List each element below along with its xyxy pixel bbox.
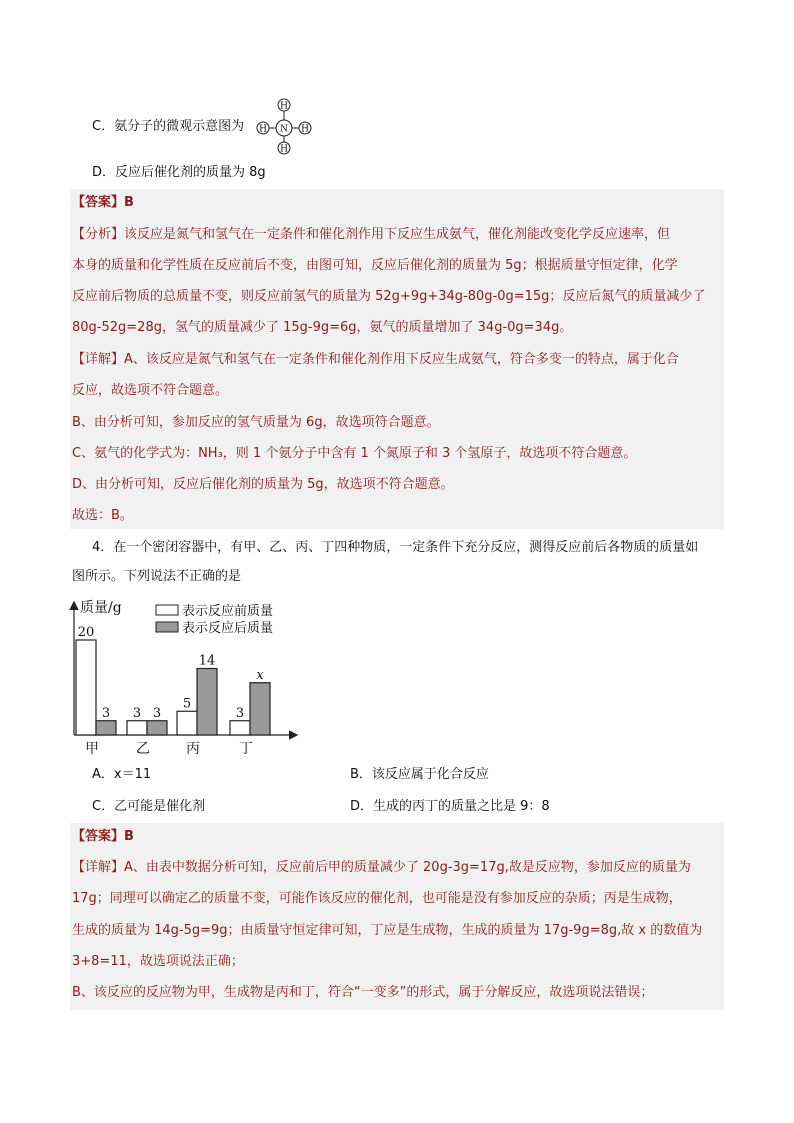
- bar-before: [76, 640, 96, 735]
- q4-detail-line: B、该反应的反应物为甲，生成物是丙和丁，符合“一变多”的形式，属于分解反应，故选项说法错误；: [72, 985, 654, 1000]
- category-tick-label: 甲: [85, 741, 99, 757]
- q4-detail-line: 3+8=11，故选项说法正确；: [72, 954, 244, 969]
- bar-value-label: 3: [101, 705, 111, 721]
- q3-option-d: D．反应后催化剂的质量为 8g: [92, 165, 266, 180]
- q4-option-a: A．x＝11: [92, 767, 152, 782]
- bar-value-label: 3: [235, 705, 245, 721]
- q3-detail-line: 故选：B。: [72, 508, 133, 523]
- q4-option-d: D．生成的丙丁的质量之比是 9：8: [350, 799, 550, 814]
- bar-value-label: 14: [198, 653, 216, 669]
- legend-swatch-before: [156, 605, 178, 615]
- atom-label-h: H: [301, 124, 309, 135]
- ammonia-molecule-diagram: [255, 98, 315, 156]
- bar-after: [147, 721, 167, 735]
- legend-label-after: 表示反应后质量: [182, 621, 274, 636]
- q4-answer: 【答案】B: [72, 829, 134, 844]
- q3-detail-line: D、由分析可知，反应后催化剂的质量为 5g，故选项不符合题意。: [72, 477, 454, 492]
- category-tick-label: 丁: [239, 741, 253, 757]
- q3-analysis-line: 【分析】该反应是氮气和氢气在一定条件和催化剂作用下反应生成氨气，催化剂能改变化学反应速率，但: [72, 227, 671, 242]
- q4-detail-line: 【详解】A、由表中数据分析可知，反应前后甲的质量减少了 20g-3g=17g,故是反应物，参加反应的质量为: [72, 860, 691, 875]
- q3-detail-line: B、由分析可知，参加反应的氢气质量为 6g，故选项符合题意。: [72, 415, 440, 430]
- legend-swatch-after: [156, 622, 178, 632]
- bar-after: [96, 721, 116, 735]
- q4-stem-line: 图所示。下列说法不正确的是: [72, 569, 242, 584]
- atom-label-h: H: [280, 144, 288, 155]
- q3-analysis-line: 80g-52g=28g，氢气的质量减少了 15g-9g=6g，氨气的质量增加了 34g-0g=34g。: [72, 320, 573, 335]
- q4-detail-line: 17g；同理可以确定乙的质量不变，可能作该反应的催化剂，也可能是没有参加反应的杂质；丙是生成物，: [72, 891, 682, 906]
- q3-option-c: C．氨分子的微观示意图为: [92, 119, 245, 134]
- bar-value-label: 3: [152, 705, 162, 721]
- q3-analysis-line: 反应前后物质的总质量不变，则反应前氢气的质量为 52g+9g+34g-80g-0g=15g；反应后氮气的质量减少了: [72, 289, 706, 304]
- q3-detail-line: C、氨气的化学式为：NH₃，则 1 个氨分子中含有 1 个氮原子和 3 个氢原子，故选项不符合题意。: [72, 446, 637, 461]
- q4-option-c: C．乙可能是催化剂: [92, 799, 206, 814]
- q4-stem-line: 4．在一个密闭容器中，有甲、乙、丙、丁四种物质，一定条件下充分反应，测得反应前后各物质的质量如: [92, 540, 699, 555]
- bar-value-label: 5: [182, 696, 192, 712]
- q3-detail-line: 反应，故选项不符合题意。: [72, 383, 229, 398]
- q3-analysis-line: 本身的质量和化学性质在反应前后不变，由图可知，反应后催化剂的质量为 5g；根据质量守恒定律，化学: [72, 258, 678, 273]
- mass-bar-chart: [64, 597, 304, 759]
- bar-value-label: 20: [77, 625, 95, 640]
- q4-option-b: B．该反应属于化合反应: [350, 767, 489, 782]
- bar-after: [250, 683, 270, 735]
- atom-label-h: H: [259, 124, 267, 135]
- y-axis-label: 质量/g: [80, 600, 122, 616]
- bar-value-label: x: [256, 667, 264, 683]
- bar-value-label: 3: [132, 705, 142, 721]
- bar-before: [127, 721, 147, 735]
- bar-before: [177, 711, 197, 735]
- q3-detail-line: 【详解】A、该反应是氮气和氢气在一定条件和催化剂作用下反应生成氨气，符合多变一的特点，属于化合: [72, 352, 679, 367]
- q3-answer: 【答案】B: [72, 195, 134, 210]
- category-tick-label: 丙: [186, 741, 200, 757]
- bar-before: [230, 721, 250, 735]
- bar-after: [197, 669, 217, 736]
- legend-label-before: 表示反应前质量: [182, 604, 274, 619]
- q4-detail-line: 生成的质量为 14g-5g=9g；由质量守恒定律可知，丁应是生成物，生成的质量为 17g-9g=8g,故 x 的数值为: [72, 923, 703, 938]
- atom-label-n: N: [280, 124, 288, 135]
- category-tick-label: 乙: [136, 741, 150, 757]
- atom-label-h: H: [280, 101, 288, 112]
